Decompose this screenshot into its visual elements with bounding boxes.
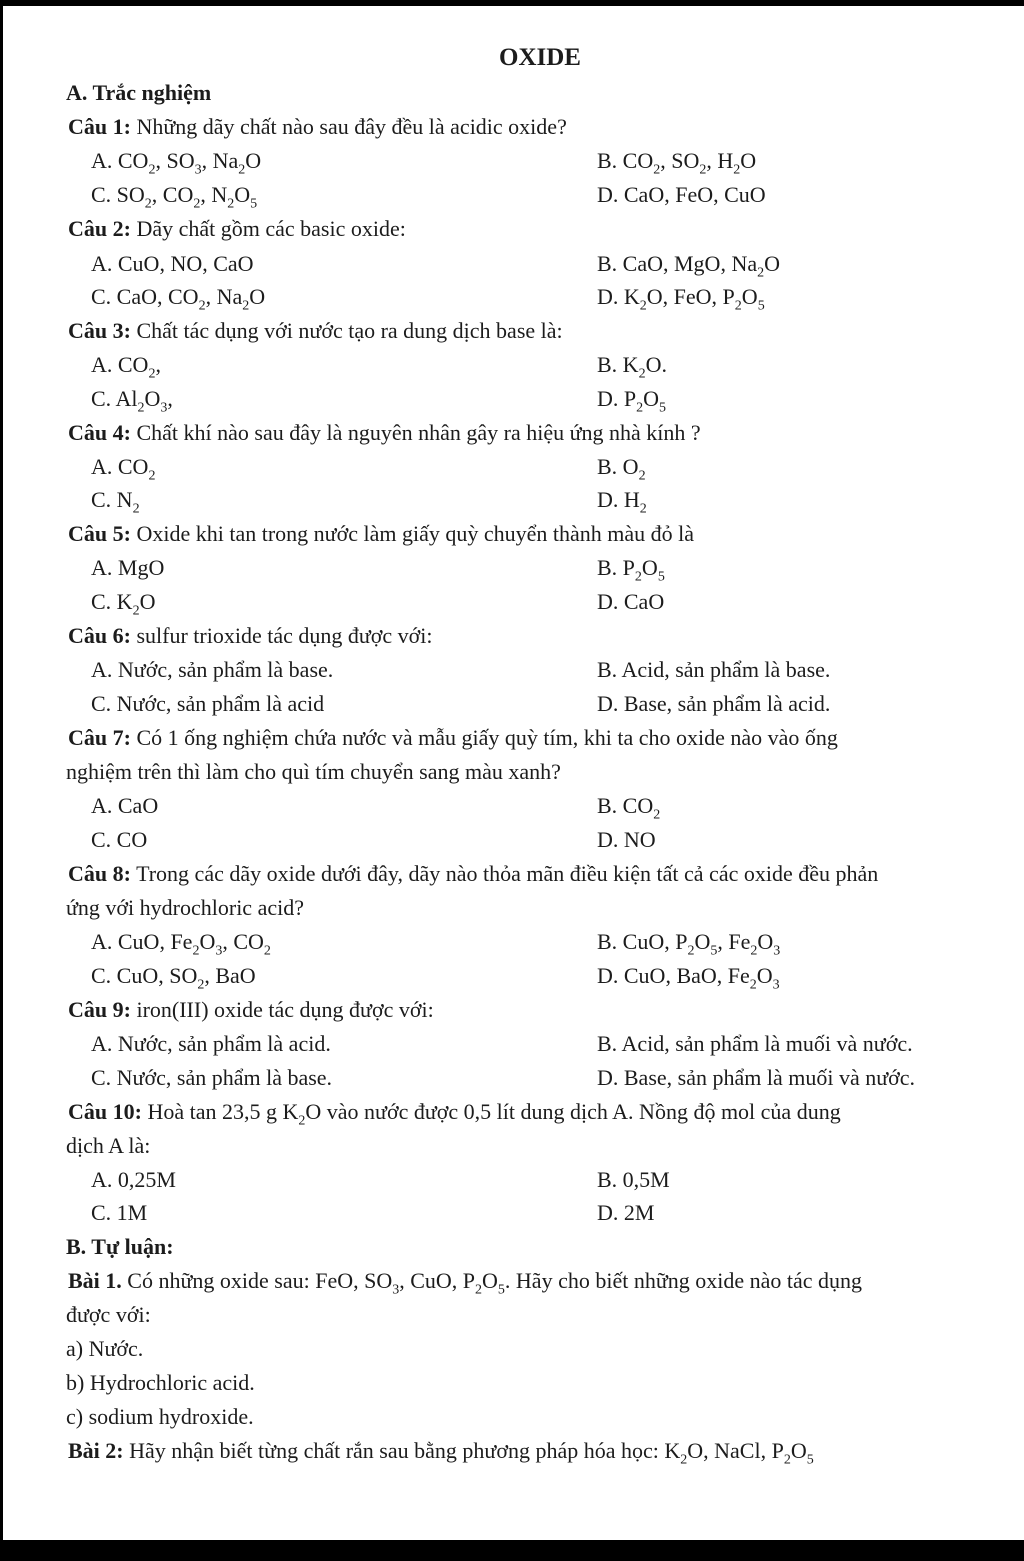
- q2-option-d: D. $K_2O$, FeO, $P_2O_5$: [597, 284, 765, 314]
- q3-option-d: D. $P_2O_5$: [597, 386, 667, 416]
- q5-option-c: C. $K_2O$: [91, 589, 156, 619]
- q2-option-c: C. CaO, $CO_2$, $Na_2O$: [91, 284, 266, 314]
- q4-option-d: D. $H_2$: [597, 487, 647, 517]
- question-8-continued: ứng với hydrochloric acid?: [66, 895, 304, 920]
- q2-option-b: B. CaO, MgO, $Na_2O$: [597, 251, 780, 281]
- question-7-continued: nghiệm trên thì làm cho quì tím chuyển sang màu xanh?: [66, 759, 561, 784]
- q8-option-b: B. CuO, $P_2O_5$, $Fe_2O_3$: [597, 929, 781, 959]
- q5-option-b: B. $P_2O_5$: [597, 555, 665, 585]
- question-4: Câu 4: Chất khí nào sau đây là nguyên nhân gây ra hiệu ứng nhà kính ?: [68, 420, 701, 445]
- q4-option-a: A. $CO_2$: [91, 454, 156, 484]
- exercise-1-item-b: b) Hydrochloric acid.: [66, 1370, 255, 1395]
- page-title: OXIDE: [499, 44, 581, 71]
- question-9: Câu 9: iron(III) oxide tác dụng được với:: [68, 997, 434, 1022]
- q6-option-b: B. Acid, sản phẩm là base.: [597, 657, 831, 682]
- exercise-1-continued: được với:: [66, 1302, 151, 1327]
- q10-option-c: C. 1M: [91, 1200, 148, 1225]
- q8-option-a: A. CuO, $Fe_2O_3$, $CO_2$: [91, 929, 271, 959]
- question-8: Câu 8: Trong các dãy oxide dưới đây, dãy nào thỏa mãn điều kiện tất cả các oxide đều phản: [68, 861, 879, 886]
- q10-option-d: D. 2M: [597, 1200, 655, 1225]
- q3-option-c: C. $Al_2O_3$,: [91, 386, 173, 416]
- q8-option-d: D. CuO, BaO, $Fe_2O_3$: [597, 963, 780, 993]
- q1-option-d: D. CaO, FeO, CuO: [597, 182, 766, 207]
- q10-option-b: B. 0,5M: [597, 1167, 670, 1192]
- q8-option-c: C. CuO, $SO_2$, BaO: [91, 963, 256, 993]
- q1-option-a: A. $CO_2$, $SO_3$, $Na_2O$: [91, 148, 262, 178]
- question-7: Câu 7: Có 1 ống nghiệm chứa nước và mẫu giấy quỳ tím, khi ta cho oxide nào vào ống: [68, 725, 838, 750]
- question-2: Câu 2: Dãy chất gồm các basic oxide:: [68, 216, 406, 241]
- q5-option-d: D. CaO: [597, 589, 665, 614]
- exercise-2: Bài 2: Hãy nhận biết từng chất rắn sau bằng phương pháp hóa học: $K_2O$, NaCl, $P_2O_5$: [68, 1438, 814, 1468]
- q5-option-a: A. MgO: [91, 555, 165, 580]
- question-1: Câu 1: Những dãy chất nào sau đây đều là acidic oxide?: [68, 114, 567, 139]
- section-b-heading: B. Tự luận:: [66, 1234, 174, 1259]
- q6-option-d: D. Base, sản phẩm là acid.: [597, 691, 831, 716]
- bottom-border: [0, 1540, 1024, 1561]
- q7-option-a: A. CaO: [91, 793, 159, 818]
- q10-option-a: A. 0,25M: [91, 1167, 176, 1192]
- q4-option-c: C. $N_2$: [91, 487, 140, 517]
- question-10-continued: dịch A là:: [66, 1133, 151, 1158]
- question-5: Câu 5: Oxide khi tan trong nước làm giấy quỳ chuyển thành màu đỏ là: [68, 521, 694, 546]
- q6-option-a: A. Nước, sản phẩm là base.: [91, 657, 334, 682]
- q3-option-b: B. $K_2O$.: [597, 352, 667, 382]
- section-a-heading: A. Trắc nghiệm: [66, 80, 212, 105]
- q9-option-d: D. Base, sản phẩm là muối và nước.: [597, 1065, 916, 1090]
- q3-option-a: A. $CO_2$,: [91, 352, 161, 382]
- question-10: Câu 10: Hoà tan 23,5 g $K_2O$ vào nước được 0,5 lít dung dịch A. Nồng độ mol của dung: [68, 1099, 841, 1129]
- q1-option-b: B. $CO_2$, $SO_2$, $H_2O$: [597, 148, 757, 178]
- q6-option-c: C. Nước, sản phẩm là acid: [91, 691, 325, 716]
- q7-option-b: B. $CO_2$: [597, 793, 661, 823]
- question-6: Câu 6: sulfur trioxide tác dụng được với:: [68, 623, 433, 648]
- exercise-1-item-c: c) sodium hydroxide.: [66, 1404, 254, 1429]
- exercise-1-item-a: a) Nước.: [66, 1336, 144, 1361]
- q4-option-b: B. $O_2$: [597, 454, 646, 484]
- question-3: Câu 3: Chất tác dụng với nước tạo ra dung dịch base là:: [68, 318, 563, 343]
- exercise-1: Bài 1. Có những oxide sau: FeO, $SO_3$, CuO, $P_2O_5$. Hãy cho biết những oxide nào tác dụng: [68, 1268, 863, 1298]
- q9-option-b: B. Acid, sản phẩm là muối và nước.: [597, 1031, 913, 1056]
- q7-option-d: D. NO: [597, 827, 656, 852]
- q2-option-a: A. CuO, NO, CaO: [91, 251, 254, 276]
- q7-option-c: C. CO: [91, 827, 148, 852]
- q9-option-c: C. Nước, sản phẩm là base.: [91, 1065, 333, 1090]
- q1-option-c: C. $SO_2$, $CO_2$, $N_2O_5$: [91, 182, 258, 212]
- q9-option-a: A. Nước, sản phẩm là acid.: [91, 1031, 331, 1056]
